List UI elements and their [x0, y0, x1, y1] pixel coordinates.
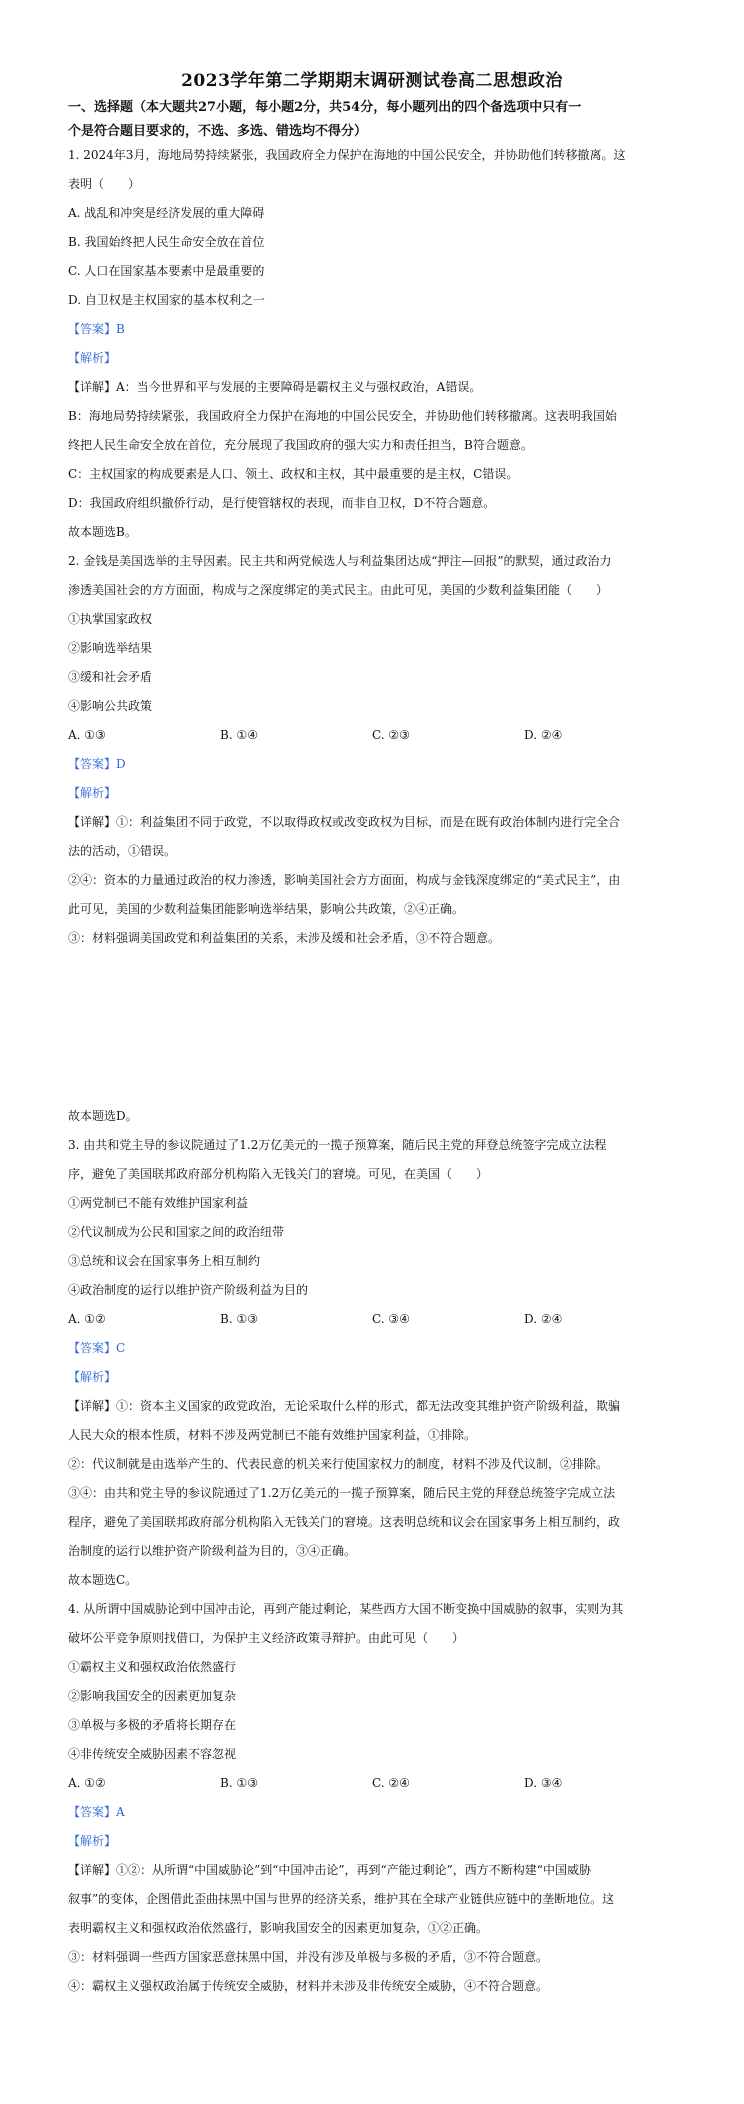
q3-option-b: B. ①③ [220, 1312, 258, 1326]
q4-option-a: A. ①② [68, 1776, 106, 1790]
q2-stem-line2: 渗透美国社会的方方面面，构成与之深度绑定的美式民主。由此可见，美国的少数利益集团能（ ） [68, 583, 609, 597]
section-heading-line2: 个是符合题目要求的，不选、多选、错选均不得分） [68, 124, 368, 139]
q1-detail-b-line2: 终把人民生命安全放在首位，充分展现了我国政府的强大实力和责任担当，B符合题意。 [68, 438, 533, 452]
q1-answer: 【答案】B [68, 322, 125, 336]
q3-statement-3: ③总统和议会在国家事务上相互制约 [68, 1254, 261, 1268]
q4-detail-12-line1: 【详解】①②：从所谓“中国威胁论”到“中国冲击论”，再到“产能过剩论”，西方不断构建“中国威胁 [68, 1863, 591, 1877]
q1-detail-b-line1: B：海地局势持续紧张，我国政府全力保护在海地的中国公民安全，并协助他们转移撤离。这表明我国始 [68, 409, 617, 423]
q4-option-c: C. ②④ [372, 1776, 410, 1790]
q3-statement-2: ②代议制成为公民和国家之间的政治纽带 [68, 1225, 285, 1239]
q3-statement-1: ①两党制已不能有效维护国家利益 [68, 1196, 249, 1210]
q3-option-c: C. ③④ [372, 1312, 410, 1326]
q2-detail-24-line1: ②④：资本的力量通过政治的权力渗透，影响美国社会方方面面，构成与金钱深度绑定的“美式民主”，由 [68, 873, 621, 887]
q2-analysis-label: 【解析】 [68, 786, 117, 800]
q3-stem-line1: 3. 由共和党主导的参议院通过了1.2万亿美元的一揽子预算案，随后民主党的拜登总统签字完成立法程 [68, 1138, 607, 1152]
q1-stem-line1: 1. 2024年3月，海地局势持续紧张，我国政府全力保护在海地的中国公民安全，并协助他们转移撤离。这 [68, 148, 626, 162]
q4-detail-12-line2: 叙事”的变体，企图借此歪曲抹黑中国与世界的经济关系，维护其在全球产业链供应链中的垄断地位。这 [68, 1892, 615, 1906]
q2-stem-line1: 2. 金钱是美国选举的主导因素。民主共和两党候选人与利益集团达成“押注—回报”的默契，通过政治力 [68, 554, 612, 568]
q4-detail-4: ④：霸权主义强权政治属于传统安全威胁，材料并未涉及非传统安全威胁，④不符合题意。 [68, 1979, 549, 1993]
q1-detail-c: C：主权国家的构成要素是人口、领土、政权和主权，其中最重要的是主权，C错误。 [68, 467, 519, 481]
q1-analysis-label: 【解析】 [68, 351, 117, 365]
q2-statement-4: ④影响公共政策 [68, 699, 153, 713]
q2-statement-2: ②影响选举结果 [68, 641, 153, 655]
q2-option-b: B. ①④ [220, 728, 258, 742]
q3-conclusion: 故本题选C。 [68, 1573, 138, 1587]
q3-detail-1-line1: 【详解】①：资本主义国家的政党政治，无论采取什么样的形式，都无法改变其维护资产阶级利益，欺骗 [68, 1399, 621, 1413]
q1-conclusion: 故本题选B。 [68, 525, 137, 539]
q4-stem-line2: 破坏公平竞争原则找借口，为保护主义经济政策寻辩护。由此可见（ ） [68, 1631, 465, 1645]
q3-stem-line2: 序，避免了美国联邦政府部分机构陷入无钱关门的窘境。可见，在美国（ ） [68, 1167, 489, 1181]
q2-answer: 【答案】D [68, 757, 126, 771]
q2-statement-3: ③缓和社会矛盾 [68, 670, 153, 684]
q4-option-d: D. ③④ [524, 1776, 563, 1790]
q3-detail-2: ②：代议制就是由选举产生的、代表民意的机关来行使国家权力的制度，材料不涉及代议制，②排除。 [68, 1457, 609, 1471]
q4-analysis-label: 【解析】 [68, 1834, 117, 1848]
q1-detail-a: 【详解】A：当今世界和平与发展的主要障碍是霸权主义与强权政治，A错误。 [68, 380, 482, 394]
q3-statement-4: ④政治制度的运行以维护资产阶级利益为目的 [68, 1283, 309, 1297]
q3-option-a: A. ①② [68, 1312, 106, 1326]
q3-analysis-label: 【解析】 [68, 1370, 117, 1384]
q2-detail-24-line2: 此可见，美国的少数利益集团能影响选举结果，影响公共政策，②④正确。 [68, 902, 465, 916]
q2-option-d: D. ②④ [524, 728, 563, 742]
q1-option-a: A. 战乱和冲突是经济发展的重大障碍 [68, 206, 265, 220]
q1-option-b: B. 我国始终把人民生命安全放在首位 [68, 235, 265, 249]
q4-stem-line1: 4. 从所谓中国威胁论到中国冲击论，再到产能过剩论，某些西方大国不断变换中国威胁的叙事，实则为其 [68, 1602, 624, 1616]
q4-answer: 【答案】A [68, 1805, 125, 1819]
q4-statement-1: ①霸权主义和强权政治依然盛行 [68, 1660, 237, 1674]
q4-detail-3: ③：材料强调一些西方国家恶意抹黑中国，并没有涉及单极与多极的矛盾，③不符合题意。 [68, 1950, 549, 1964]
q3-option-d: D. ②④ [524, 1312, 563, 1326]
q1-detail-d: D：我国政府组织撤侨行动，是行使管辖权的表现，而非自卫权，D不符合题意。 [68, 496, 496, 510]
q3-detail-1-line2: 人民大众的根本性质，材料不涉及两党制已不能有效维护国家利益，①排除。 [68, 1428, 477, 1442]
q3-detail-34-line2: 程序，避免了美国联邦政府部分机构陷入无钱关门的窘境。这表明总统和议会在国家事务上相互制约，政 [68, 1515, 621, 1529]
q2-option-c: C. ②③ [372, 728, 410, 742]
q2-statement-1: ①执掌国家政权 [68, 612, 153, 626]
q2-detail-1-line1: 【详解】①：利益集团不同于政党，不以取得政权或改变政权为目标，而是在既有政治体制内进行完全合 [68, 815, 621, 829]
q1-option-c: C. 人口在国家基本要素中是最重要的 [68, 264, 265, 278]
q2-detail-3: ③：材料强调美国政党和利益集团的关系，未涉及缓和社会矛盾，③不符合题意。 [68, 931, 501, 945]
q3-answer: 【答案】C [68, 1341, 126, 1355]
q1-stem-line2: 表明（ ） [68, 177, 141, 191]
q2-conclusion: 故本题选D。 [68, 1109, 138, 1123]
exam-title: 2023学年第二学期期末调研测试卷高二思想政治 [181, 71, 563, 91]
q1-option-d: D. 自卫权是主权国家的基本权利之一 [68, 293, 265, 307]
q4-statement-4: ④非传统安全威胁因素不容忽视 [68, 1747, 237, 1761]
q3-detail-34-line1: ③④：由共和党主导的参议院通过了1.2万亿美元的一揽子预算案，随后民主党的拜登总统签字完成立法 [68, 1486, 616, 1500]
q2-detail-1-line2: 法的活动，①错误。 [68, 844, 177, 858]
q3-detail-34-line3: 治制度的运行以维护资产阶级利益为目的，③④正确。 [68, 1544, 357, 1558]
section-heading-line1: 一、选择题（本大题共27小题，每小题2分，共54分，每小题列出的四个备选项中只有一 [68, 100, 582, 115]
q4-detail-12-line3: 表明霸权主义和强权政治依然盛行，影响我国安全的因素更加复杂，①②正确。 [68, 1921, 489, 1935]
q4-statement-3: ③单极与多极的矛盾将长期存在 [68, 1718, 237, 1732]
q2-option-a: A. ①③ [68, 728, 106, 742]
q4-statement-2: ②影响我国安全的因素更加复杂 [68, 1689, 237, 1703]
q4-option-b: B. ①③ [220, 1776, 258, 1790]
